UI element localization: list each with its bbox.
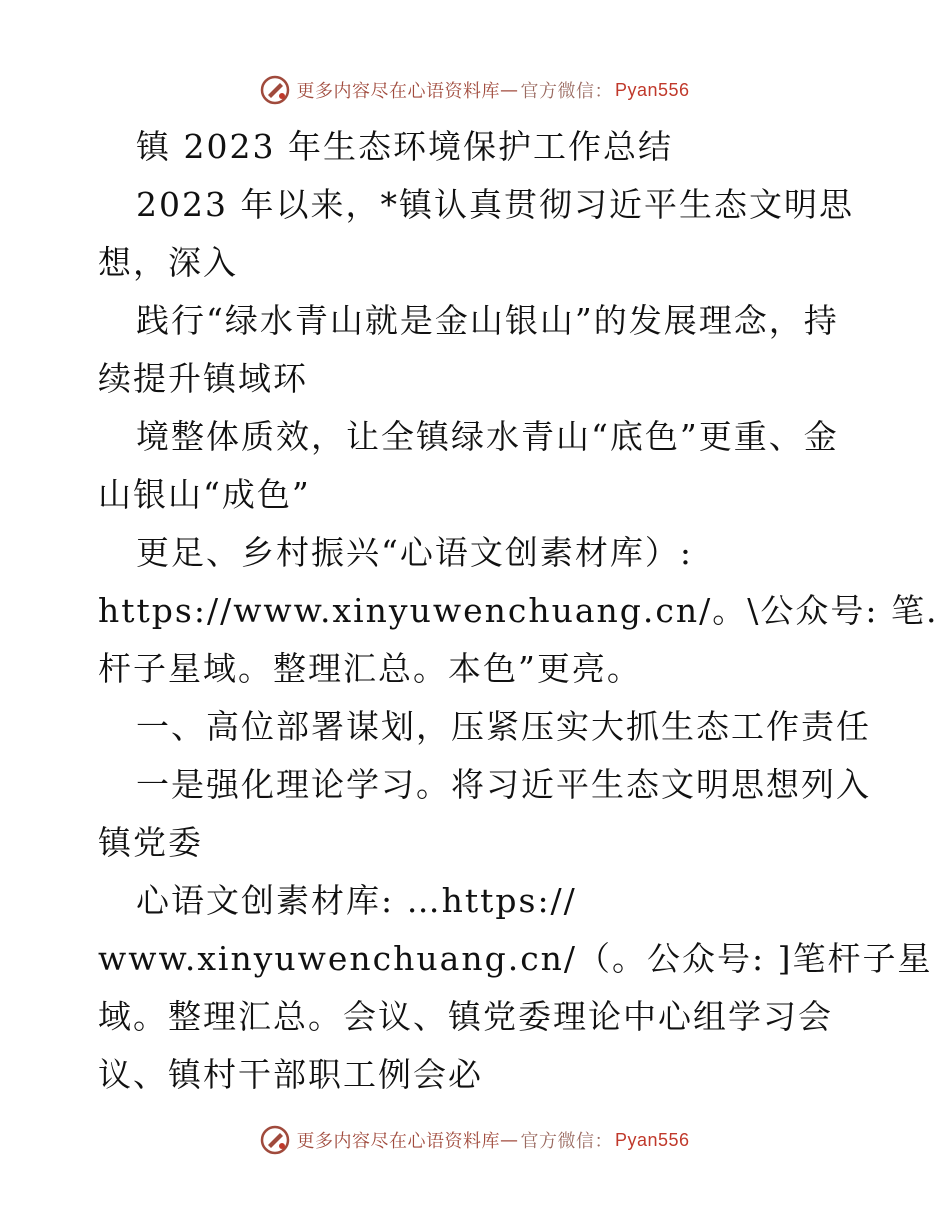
banner-handle: Pyan556 [614, 79, 690, 100]
paragraph-line: 议、镇村干部职工例会必 [98, 1055, 483, 1094]
paragraph-line: 心语文创素材库: …https:// [136, 881, 577, 920]
paragraph-line: 杆子星域。整理汇总。本色”更亮。 [98, 649, 642, 688]
brand-logo-icon [260, 1125, 290, 1155]
banner-wechat-label: 官方微信： [520, 81, 613, 102]
paragraph-line: 一是强化理论学习。将习近平生态文明思想列入 [136, 765, 871, 804]
footer-watermark-banner [0, 1120, 950, 1160]
paragraph-line: 想，深入 [98, 243, 238, 282]
paragraph-line: https://www.xinyuwenchuang.cn/。\公众号: 笔. [98, 591, 939, 630]
paragraph-line: 践行“绿水青山就是金山银山”的发展理念，持 [136, 301, 839, 340]
paragraph-line: www.xinyuwenchuang.cn/（。公众号: ]笔杆子星 [98, 939, 933, 978]
paragraph-line: 域。整理汇总。会议、镇党委理论中心组学习会 [98, 997, 833, 1036]
banner-wechat-label: 官方微信： [520, 1131, 613, 1152]
banner-separator: — [499, 1129, 519, 1151]
banner-separator: — [499, 79, 519, 101]
header-watermark-banner [0, 70, 950, 110]
document-title: 镇 2023 年生态环境保护工作总结 [136, 127, 673, 166]
banner-handle: Pyan556 [614, 1129, 690, 1150]
paragraph-line: 更足、乡村振兴“心语文创素材库）: [136, 533, 693, 572]
section-heading: 一、高位部署谋划，压紧压实大抓生态工作责任 [136, 707, 871, 746]
paragraph-line: 2023 年以来，*镇认真贯彻习近平生态文明思 [136, 185, 854, 224]
paragraph-line: 续提升镇域环 [98, 359, 308, 398]
paragraph-line: 镇党委 [98, 823, 203, 862]
document-body [98, 118, 939, 1104]
paragraph-line: 山银山“成色” [98, 475, 311, 514]
banner-text: 更多内容尽在心语资料库 [296, 81, 500, 102]
brand-logo-icon [260, 75, 290, 105]
banner-text: 更多内容尽在心语资料库 [296, 1131, 500, 1152]
paragraph-line: 境整体质效，让全镇绿水青山“底色”更重、金 [136, 417, 839, 456]
